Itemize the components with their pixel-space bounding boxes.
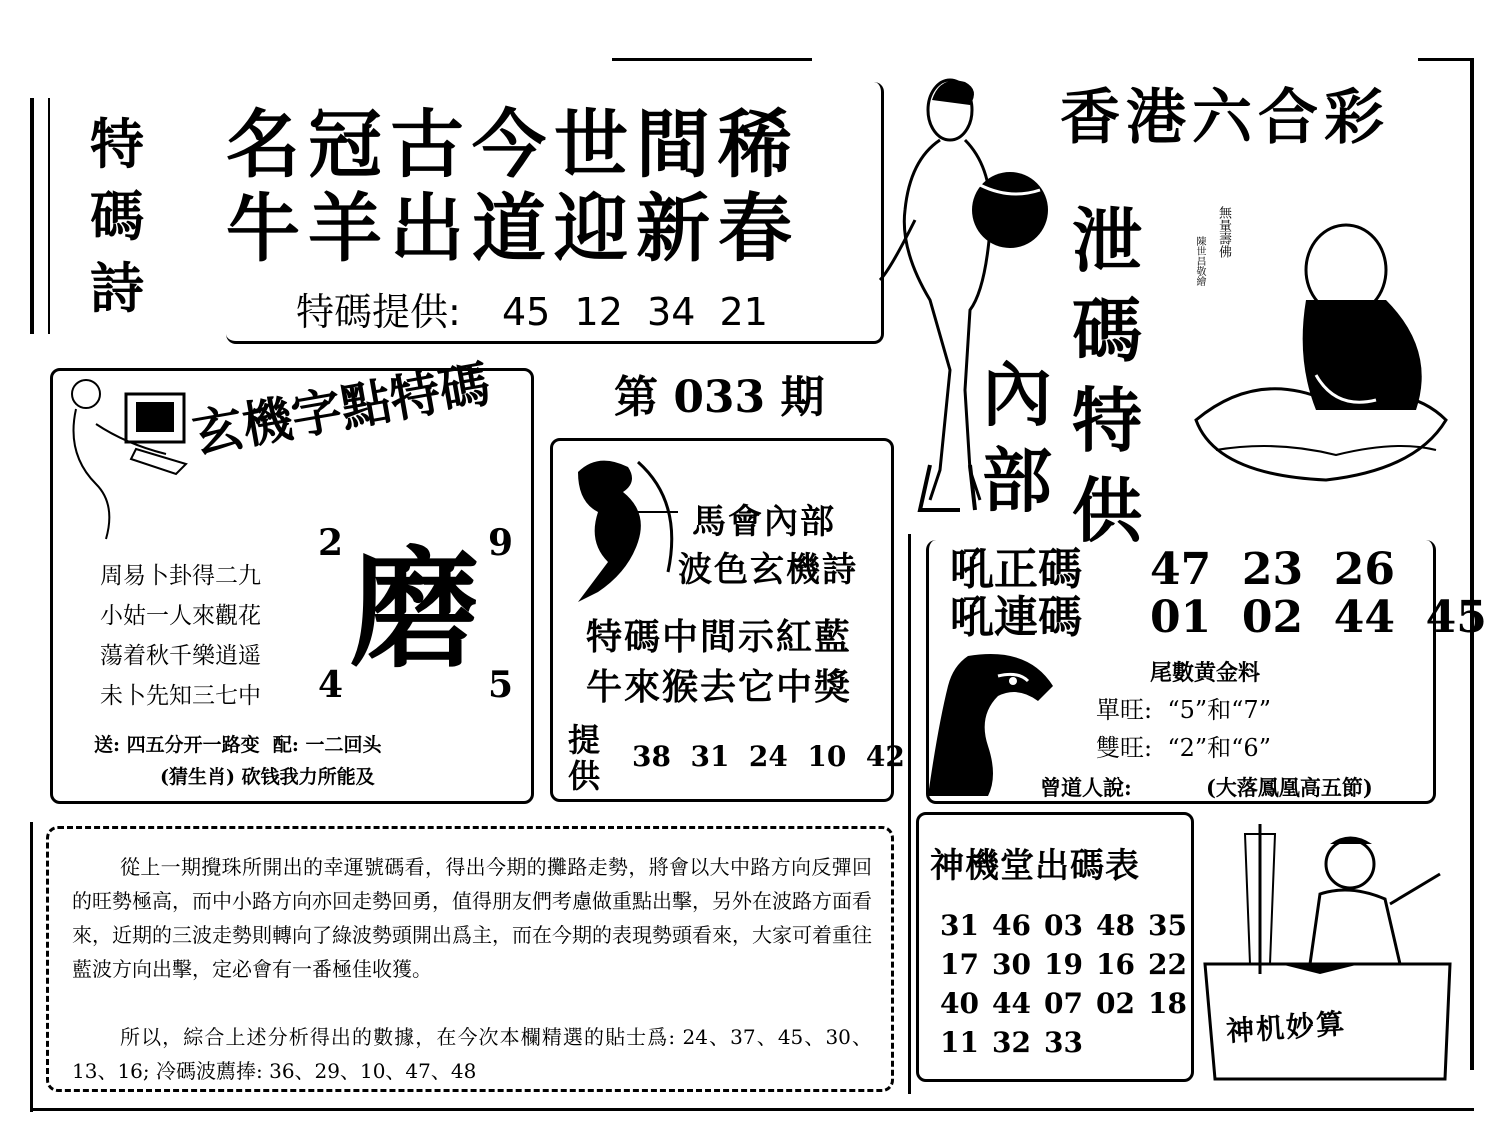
hou-box-left-bracket bbox=[908, 534, 911, 1094]
mahui-provide-label-1: 提 bbox=[568, 721, 601, 759]
mahui-line-1: 馬會內部 bbox=[692, 502, 836, 542]
shenji-cell: 35 bbox=[1148, 909, 1187, 942]
girl-computer-figure bbox=[56, 374, 206, 544]
shenji-cell: 44 bbox=[992, 987, 1031, 1020]
vertical-right-char-2: 碼 bbox=[1072, 289, 1142, 372]
zheng-label: 吼正碼 bbox=[950, 544, 1082, 595]
frame-bottom-line bbox=[30, 1108, 1474, 1111]
shenji-cell: 48 bbox=[1096, 909, 1135, 942]
corner-number-bl: 4 bbox=[318, 664, 344, 706]
xuanji-poem-line-3: 蕩着秋千樂逍遥 bbox=[100, 643, 261, 669]
issue-number: 第 033 期 bbox=[614, 372, 825, 423]
provide-label: 特碼提供: bbox=[296, 290, 461, 334]
side-title-char-1: 特 bbox=[90, 112, 144, 176]
corner-number-tl: 2 bbox=[318, 522, 344, 564]
vertical-text-right bbox=[1062, 196, 1152, 556]
shenji-sign: 神机妙算 bbox=[1225, 1006, 1348, 1049]
vertical-right-char-1: 泄 bbox=[1072, 199, 1142, 282]
vertical-left-char-2: 部 bbox=[982, 439, 1052, 522]
mahui-numbers: 38 31 24 10 42 bbox=[632, 740, 905, 773]
xuanji-poem-line-1: 周易卜卦得二九 bbox=[100, 563, 261, 589]
frame-top-line bbox=[612, 58, 812, 61]
shenji-cell: 07 bbox=[1044, 987, 1083, 1020]
double-prosper: 雙旺: “2”和“6” bbox=[1096, 734, 1271, 762]
corner-number-tr: 9 bbox=[488, 522, 514, 564]
vertical-text-left bbox=[972, 352, 1062, 524]
poem-line-1: 名冠古今世間稀 bbox=[226, 102, 800, 188]
vertical-right-char-3: 特 bbox=[1072, 379, 1142, 462]
lian-numbers: 01 02 44 45 bbox=[1150, 592, 1487, 643]
shenji-row-1 bbox=[940, 906, 1200, 945]
side-title-char-2: 碼 bbox=[90, 184, 144, 248]
brand-title: 香港六合彩 bbox=[1060, 83, 1390, 153]
shenji-row-3 bbox=[940, 984, 1200, 1023]
saying-label: 曾道人說: bbox=[1040, 775, 1132, 800]
frame-left-line-1 bbox=[30, 98, 34, 334]
mahui-provide-label-2: 供 bbox=[568, 757, 601, 795]
article-paragraph-2: 所以，綜合上述分析得出的數據，在今次本欄精選的貼士爲: 24、37、45、30、13、16; 冷碼波薦捧: 36、29、10、47、48 bbox=[72, 1025, 872, 1083]
shenji-cell: 46 bbox=[992, 909, 1031, 942]
shenji-cell: 16 bbox=[1096, 948, 1135, 981]
shenji-row-4 bbox=[940, 1023, 1200, 1062]
shenji-cell: 30 bbox=[992, 948, 1031, 981]
big-character: 磨 bbox=[350, 533, 481, 686]
provide-numbers: 45 12 34 21 bbox=[502, 290, 768, 334]
shenji-cell: 18 bbox=[1148, 987, 1187, 1020]
archer-figure bbox=[568, 452, 688, 602]
mahui-line-3: 特碼中間示紅藍 bbox=[586, 616, 853, 658]
mahui-provide-label bbox=[568, 722, 600, 794]
shenji-cell: 40 bbox=[940, 987, 979, 1020]
frame-right-line bbox=[1470, 60, 1474, 1070]
xuanji-poem bbox=[100, 556, 261, 716]
lian-label: 吼連碼 bbox=[950, 592, 1082, 643]
shenji-cell: 17 bbox=[940, 948, 979, 981]
shenji-row-2 bbox=[940, 945, 1200, 984]
mahui-line-2: 波色玄機詩 bbox=[678, 550, 858, 590]
shenji-grid bbox=[940, 906, 1200, 1062]
buddha-caption-1: 無量壽佛 bbox=[1216, 206, 1231, 258]
vertical-right-char-4: 供 bbox=[1072, 469, 1142, 552]
poem-line-2: 牛羊出道迎新春 bbox=[226, 186, 800, 272]
shenji-cell: 19 bbox=[1044, 948, 1083, 981]
eagle-figure bbox=[928, 646, 1058, 796]
xuanji-title: 玄機字點特碼 bbox=[188, 353, 495, 465]
shenji-cell: 11 bbox=[940, 1026, 979, 1059]
buddha-caption-2: 陳世昌敬繪 bbox=[1194, 236, 1205, 286]
shenji-cell: 31 bbox=[940, 909, 979, 942]
frame-left-bottom bbox=[30, 822, 33, 1112]
shenji-cell: 22 bbox=[1148, 948, 1187, 981]
frame-left-line-2 bbox=[48, 98, 50, 334]
tail-title: 尾數黄金料 bbox=[1150, 660, 1261, 686]
side-title-char-3: 詩 bbox=[90, 256, 144, 320]
saying-text: (大落鳳凰高五節) bbox=[1206, 775, 1373, 800]
xuanji-poem-line-4: 未卜先知三七中 bbox=[100, 683, 261, 709]
zheng-numbers: 47 23 26 bbox=[1150, 544, 1395, 595]
xuanji-note-1: 送: 四五分开一路变 配: 一二回头 bbox=[94, 734, 382, 756]
shenji-cell: 33 bbox=[1044, 1026, 1083, 1059]
mahui-line-4: 牛來猴去它中獎 bbox=[586, 666, 853, 708]
side-title bbox=[82, 108, 152, 324]
single-prosper: 單旺: “5”和“7” bbox=[1096, 696, 1271, 724]
shenji-cell: 02 bbox=[1096, 987, 1135, 1020]
corner-number-br: 5 bbox=[488, 664, 514, 706]
shenji-cell: 32 bbox=[992, 1026, 1031, 1059]
shenji-cell: 03 bbox=[1044, 909, 1083, 942]
article-paragraph-1: 從上一期攪珠所開出的幸運號碼看，得出今期的攤路走勢，將會以大中路方向反彈回的旺勢極高，而中小路方向亦回走勢回勇，值得朋友們考慮做重點出擊，另外在波路方面看來，近期的三波走勢則轉向了綠波勢頭開出爲主，而在今期的表現勢頭看來，大家可着重往藍波方向出擊，定必會有一番極佳收獲。 bbox=[72, 855, 872, 981]
xuanji-poem-line-2: 小姑一人來觀花 bbox=[100, 603, 261, 629]
frame-right-top bbox=[1418, 58, 1474, 61]
xuanji-note-2: (猜生肖) 砍钱我力所能及 bbox=[160, 766, 375, 788]
shenji-title: 神機堂出碼表 bbox=[930, 846, 1140, 886]
vertical-left-char-1: 內 bbox=[982, 353, 1052, 436]
